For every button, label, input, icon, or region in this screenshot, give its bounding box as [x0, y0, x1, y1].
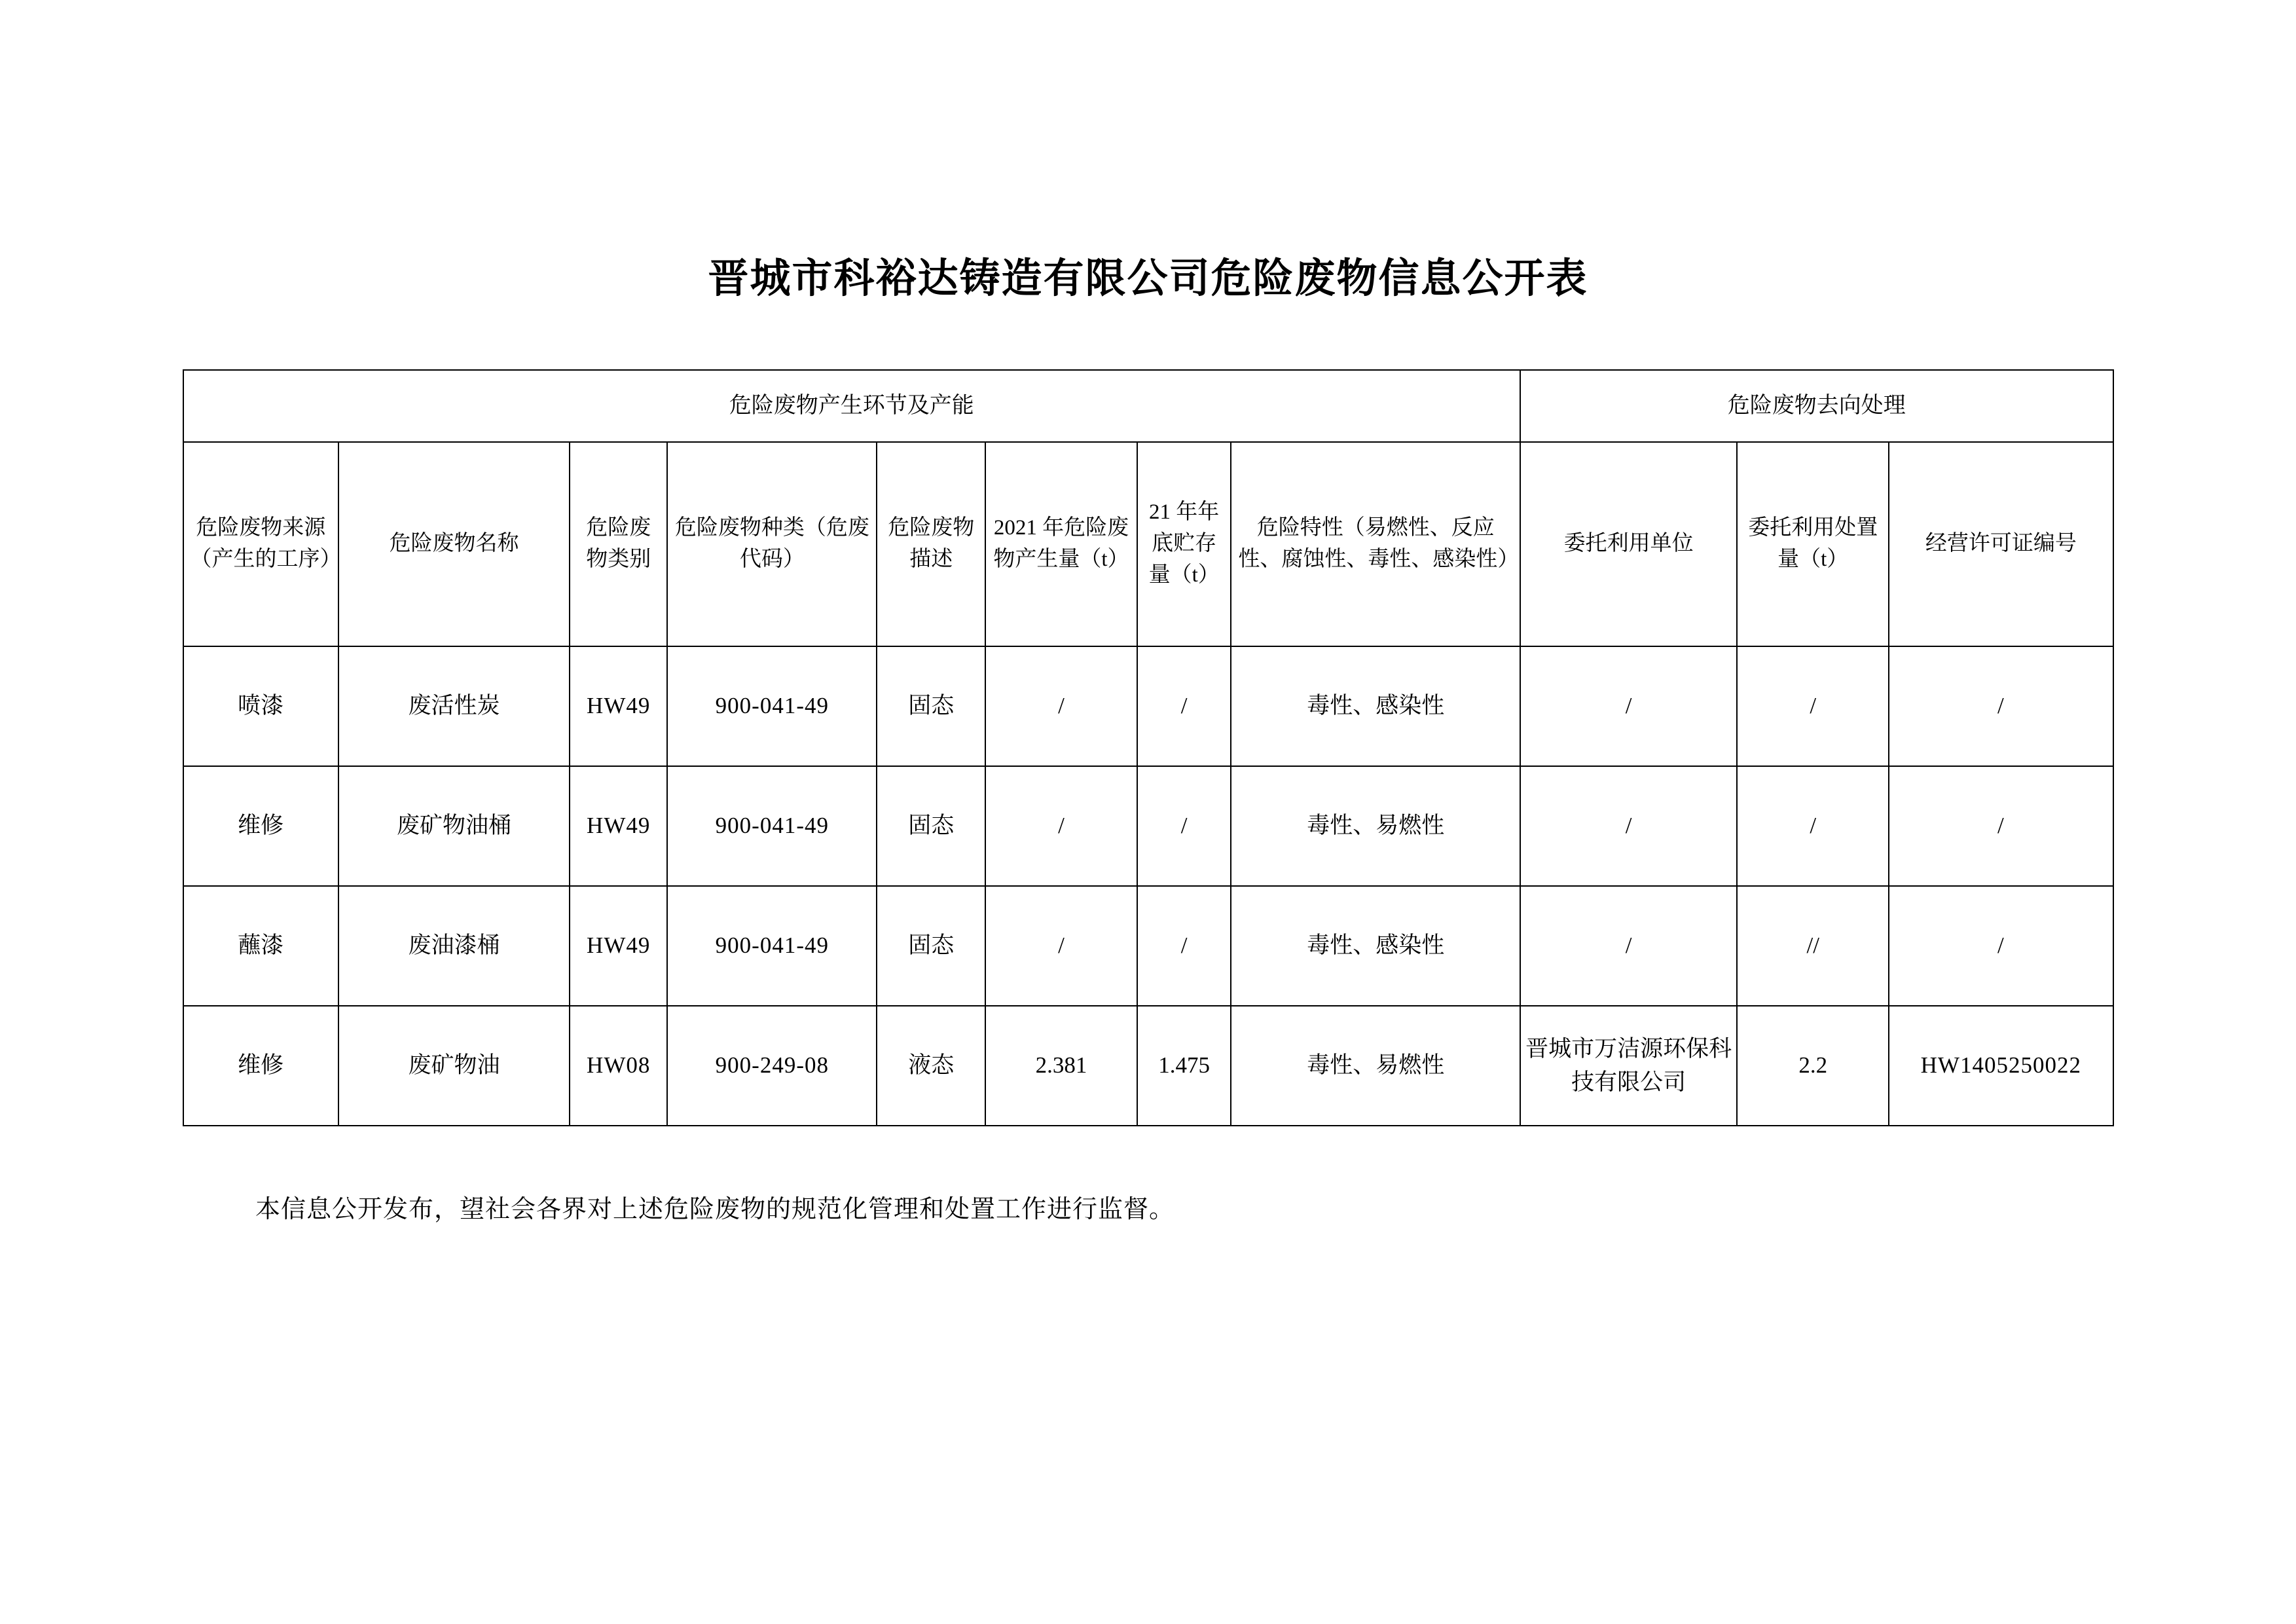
- cell-source: 蘸漆: [183, 886, 338, 1006]
- table-group-header-row: [183, 370, 2113, 442]
- cell-entrusted-unit: /: [1520, 886, 1737, 1006]
- cell-category: HW08: [570, 1006, 667, 1126]
- cell-code: 900-041-49: [667, 646, 877, 766]
- group-header-production: 危险废物产生环节及产能: [183, 370, 1521, 442]
- cell-amount-2021: /: [985, 646, 1137, 766]
- cell-hazard: 毒性、感染性: [1231, 646, 1520, 766]
- cell-category: HW49: [570, 766, 667, 886]
- cell-category: HW49: [570, 886, 667, 1006]
- cell-hazard: 毒性、感染性: [1231, 886, 1520, 1006]
- table-column-header-row: [183, 442, 2113, 646]
- column-header-hazard-properties: 危险特性（易燃性、反应性、腐蚀性、毒性、感染性）: [1231, 442, 1520, 646]
- cell-disposal-amount: //: [1737, 886, 1889, 1006]
- cell-description: 液态: [877, 1006, 985, 1126]
- footer-note: 本信息公开发布，望社会各界对上述危险废物的规范化管理和处置工作进行监督。: [255, 1196, 1175, 1223]
- cell-disposal-amount: /: [1737, 766, 1889, 886]
- cell-name: 废矿物油: [338, 1006, 570, 1126]
- cell-name: 废矿物油桶: [338, 766, 570, 886]
- cell-code: 900-249-08: [667, 1006, 877, 1126]
- cell-amount-2021: /: [985, 766, 1137, 886]
- cell-entrusted-unit: /: [1520, 766, 1737, 886]
- cell-stock-end: /: [1137, 766, 1231, 886]
- cell-amount-2021: 2.381: [985, 1006, 1137, 1126]
- cell-description: 固态: [877, 646, 985, 766]
- cell-stock-end: 1.475: [1137, 1006, 1231, 1126]
- table-row: [183, 1006, 2113, 1126]
- column-header-amount-2021: 2021 年危险废物产生量（t）: [985, 442, 1137, 646]
- cell-source: 维修: [183, 1006, 338, 1126]
- cell-stock-end: /: [1137, 646, 1231, 766]
- cell-hazard: 毒性、易燃性: [1231, 766, 1520, 886]
- cell-disposal-amount: /: [1737, 646, 1889, 766]
- cell-license: HW1405250022: [1889, 1006, 2113, 1126]
- table-row: [183, 646, 2113, 766]
- cell-description: 固态: [877, 766, 985, 886]
- cell-source: 维修: [183, 766, 338, 886]
- table-row: [183, 766, 2113, 886]
- column-header-name: 危险废物名称: [338, 442, 570, 646]
- table-row: [183, 886, 2113, 1006]
- cell-entrusted-unit: 晋城市万洁源环保科技有限公司: [1520, 1006, 1737, 1126]
- cell-source: 喷漆: [183, 646, 338, 766]
- hazardous-waste-table-wrapper: [183, 369, 2114, 1126]
- cell-code: 900-041-49: [667, 766, 877, 886]
- column-header-disposal-amount: 委托利用处置量（t）: [1737, 442, 1889, 646]
- cell-category: HW49: [570, 646, 667, 766]
- cell-stock-end: /: [1137, 886, 1231, 1006]
- cell-hazard: 毒性、易燃性: [1231, 1006, 1520, 1126]
- cell-name: 废油漆桶: [338, 886, 570, 1006]
- cell-amount-2021: /: [985, 886, 1137, 1006]
- column-header-category: 危险废物类别: [570, 442, 667, 646]
- column-header-source: 危险废物来源（产生的工序）: [183, 442, 338, 646]
- cell-entrusted-unit: /: [1520, 646, 1737, 766]
- cell-license: /: [1889, 886, 2113, 1006]
- column-header-license-number: 经营许可证编号: [1889, 442, 2113, 646]
- cell-description: 固态: [877, 886, 985, 1006]
- page-title: 晋城市科裕达铸造有限公司危险废物信息公开表: [708, 256, 1588, 301]
- column-header-code: 危险废物种类（危废代码）: [667, 442, 877, 646]
- cell-license: /: [1889, 646, 2113, 766]
- cell-name: 废活性炭: [338, 646, 570, 766]
- cell-license: /: [1889, 766, 2113, 886]
- hazardous-waste-table: [183, 369, 2114, 1126]
- group-header-disposal: 危险废物去向处理: [1520, 370, 2113, 442]
- cell-disposal-amount: 2.2: [1737, 1006, 1889, 1126]
- cell-code: 900-041-49: [667, 886, 877, 1006]
- column-header-entrusted-unit: 委托利用单位: [1520, 442, 1737, 646]
- column-header-description: 危险废物描述: [877, 442, 985, 646]
- column-header-stock-end: 21 年年底贮存量（t）: [1137, 442, 1231, 646]
